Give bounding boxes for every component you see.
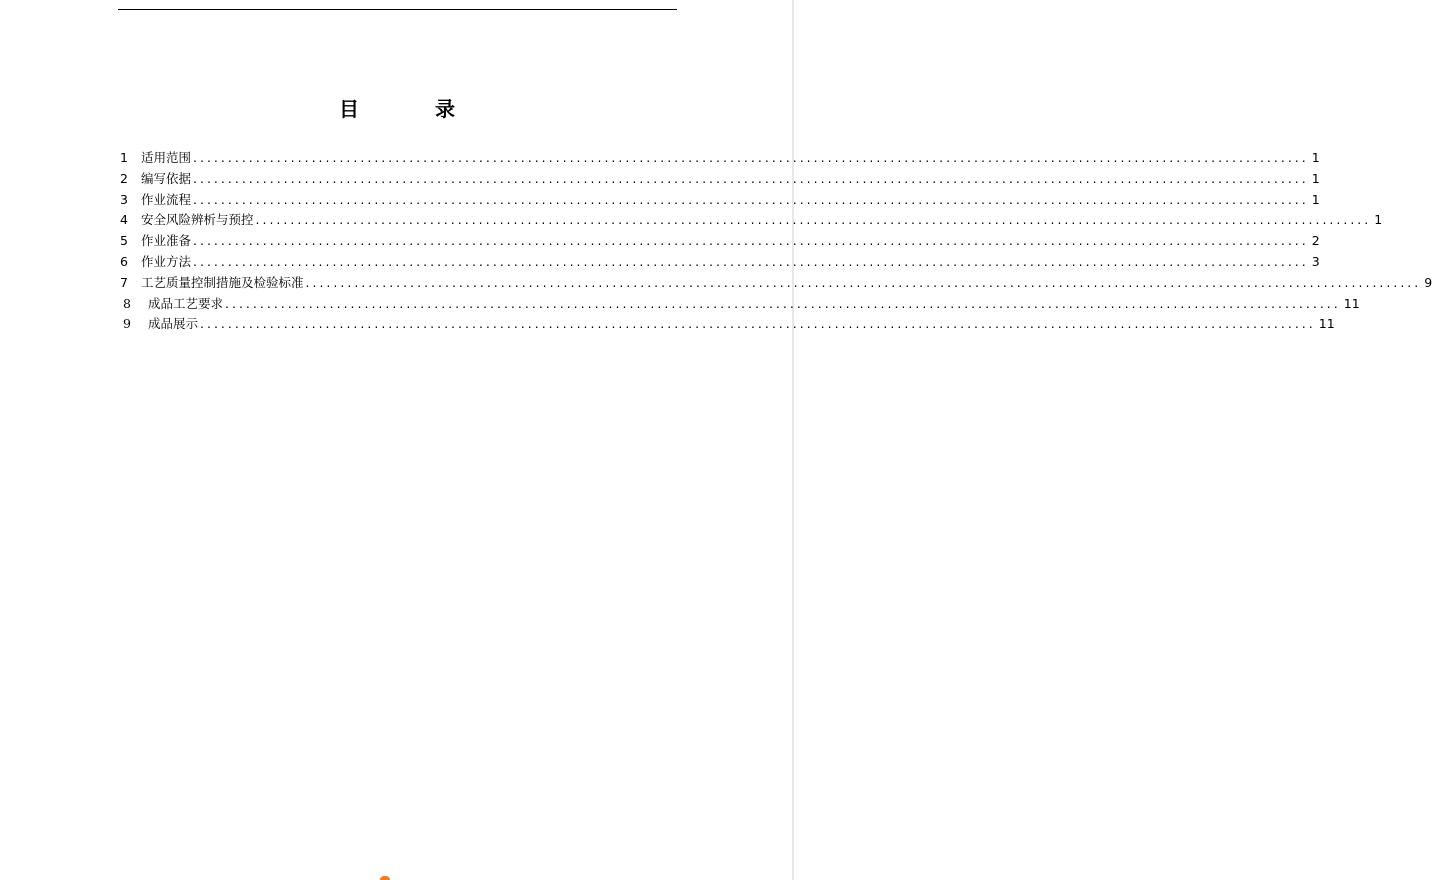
toc-entry-number: 3 xyxy=(120,191,128,207)
toc-leader-dots: ................................................................................................................................................................ xyxy=(193,191,1309,207)
toc-entry[interactable] xyxy=(120,231,1320,252)
toc-entry-number: 9 xyxy=(123,316,131,332)
toc-entry-number: 1 xyxy=(120,150,128,165)
toc-leader-dots: ................................................................................................................................................................ xyxy=(255,212,1372,228)
toc-entry[interactable] xyxy=(120,273,1432,294)
toc-entry-label[interactable]: 作业准备 xyxy=(141,233,192,249)
toc-leader-dots: ................................................................................................................................................................ xyxy=(193,253,1309,269)
toc-entry-page[interactable]: 11 xyxy=(1318,316,1335,332)
toc-entry-number: 6 xyxy=(120,253,128,269)
toc-entry-label[interactable]: 工艺质量控制措施及检验标准 xyxy=(141,274,304,290)
toc-title-left: 目 xyxy=(339,97,359,121)
toc-list xyxy=(120,148,1432,335)
toc-entry-page[interactable]: 11 xyxy=(1343,295,1360,311)
toc-entry-page[interactable]: 3 xyxy=(1311,253,1320,269)
toc-entry[interactable] xyxy=(120,190,1320,211)
toc-entry-page[interactable]: 1 xyxy=(1311,150,1320,165)
toc-entry[interactable] xyxy=(120,148,1320,169)
toc-leader-dots: ................................................................................................................................................................ xyxy=(225,295,1341,311)
toc-entry-number: 8 xyxy=(123,295,131,311)
header-rule xyxy=(118,9,677,10)
toc-entry-number: 2 xyxy=(120,170,128,186)
toc-entry-label[interactable]: 适用范围 xyxy=(141,150,192,165)
toc-entry[interactable] xyxy=(120,252,1320,273)
toc-entry[interactable] xyxy=(120,294,1360,315)
toc-entry-number: 4 xyxy=(120,212,128,228)
toc-leader-dots: ................................................................................................................................................................ xyxy=(305,274,1422,290)
toc-entry-page[interactable]: 1 xyxy=(1374,212,1383,228)
footer-mark xyxy=(380,876,390,880)
toc-title xyxy=(0,93,794,122)
toc-entry-page[interactable]: 1 xyxy=(1311,191,1320,207)
toc-entry[interactable] xyxy=(120,314,1335,335)
toc-title-right: 录 xyxy=(435,97,455,121)
toc-entry-page[interactable]: 9 xyxy=(1424,274,1432,290)
toc-entry-page[interactable]: 2 xyxy=(1311,233,1320,249)
toc-entry-number: 7 xyxy=(120,274,128,290)
toc-leader-dots: ................................................................................................................................................................ xyxy=(193,150,1309,165)
toc-entry-label[interactable]: 安全风险辨析与预控 xyxy=(141,212,254,228)
toc-entry-label[interactable]: 编写依据 xyxy=(141,170,192,186)
toc-entry-number: 5 xyxy=(120,233,128,249)
toc-entry-label[interactable]: 作业方法 xyxy=(141,253,192,269)
toc-entry-page[interactable]: 1 xyxy=(1311,170,1320,186)
toc-leader-dots: ................................................................................................................................................................ xyxy=(193,170,1309,186)
toc-entry[interactable] xyxy=(120,169,1320,190)
toc-entry-label[interactable]: 成品工艺要求 xyxy=(148,295,224,311)
toc-leader-dots: ................................................................................................................................................................ xyxy=(193,233,1309,249)
toc-entry-label[interactable]: 作业流程 xyxy=(141,191,192,207)
page-edge xyxy=(792,0,794,880)
toc-leader-dots: ................................................................................................................................................................ xyxy=(200,316,1316,332)
toc-entry-label[interactable]: 成品展示 xyxy=(148,316,199,332)
toc-entry[interactable] xyxy=(120,210,1383,231)
